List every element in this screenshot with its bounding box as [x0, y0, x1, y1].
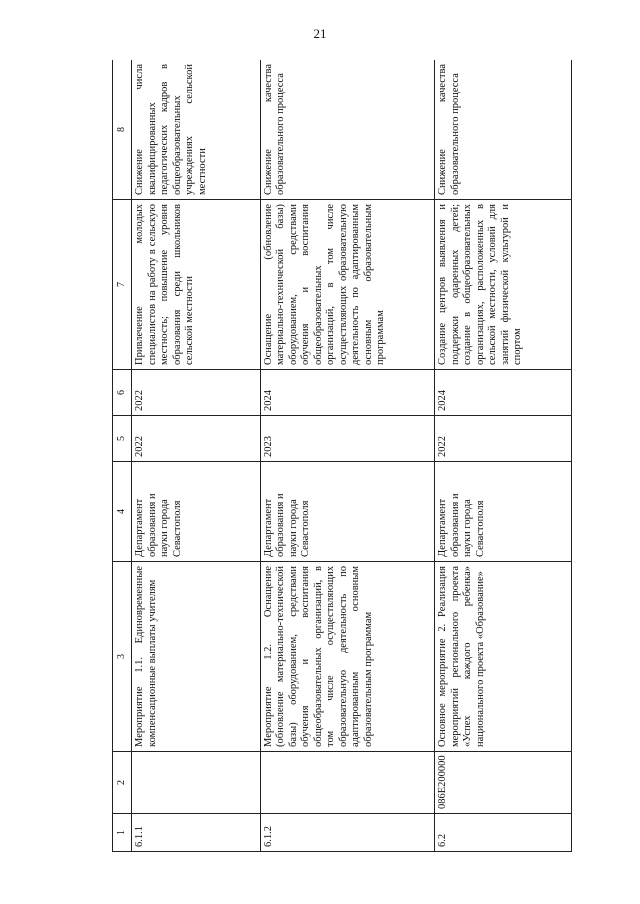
row-code: [260, 752, 435, 814]
row-start-year: 2022: [435, 416, 572, 462]
header-col-7: 7: [113, 200, 132, 370]
header-col-2: 2: [113, 752, 132, 814]
header-col-8: 8: [113, 60, 132, 200]
page-number: 21: [313, 26, 327, 41]
row-start-year: 2023: [260, 416, 435, 462]
rotated-table-frame: [112, 60, 572, 852]
activities-table: [112, 60, 572, 852]
header-col-6: 6: [113, 370, 132, 416]
row-end-year: 2024: [435, 370, 572, 416]
row-consequence: Снижение качества образовательного процесса: [260, 60, 435, 200]
row-executor: Департамент образования и науки города Севастополя: [435, 462, 572, 562]
row-start-year: 2022: [132, 416, 260, 462]
header-col-1: 1: [113, 814, 132, 852]
row-code: 086E200000: [435, 752, 572, 814]
row-end-year: 2022: [132, 370, 260, 416]
row-end-year: 2024: [260, 370, 435, 416]
header-col-3: 3: [113, 562, 132, 752]
header-col-5: 5: [113, 416, 132, 462]
table-container: [112, 60, 572, 852]
row-code: [132, 752, 260, 814]
header-col-4: 4: [113, 462, 132, 562]
row-expected-result: Создание центров выявления и поддержки одаренных детей; создание в общеобразовательных организациях, расположенных в сельской местности, условий для занятий физической культурой и спортом: [435, 200, 572, 370]
row-executor: Департамент образования и науки города Севастополя: [260, 462, 435, 562]
row-activity-name: Мероприятие 1.1. Единовременные компенсационные выплаты учителям: [132, 562, 260, 752]
row-expected-result: Привлечение молодых специалистов на работу в сельскую местность; повышение уровня образования среди школьников сельской местности: [132, 200, 260, 370]
row-consequence: Снижение числа квалифицированных педагогических кадров в общеобразовательных учреждениях сельской местности: [132, 60, 260, 200]
row-consequence: Снижение качества образовательного процесса: [435, 60, 572, 200]
row-number: 6.1.1: [132, 814, 260, 852]
row-expected-result: Оснащение (обновление материально-технической базы) оборудованием, средствами обучения и воспитания общеобразовательных организаций, в том числе осуществляющих образовательную деятельность по адаптированным основным образовательным программам: [260, 200, 435, 370]
row-number: 6.1.2: [260, 814, 435, 852]
row-number: 6.2: [435, 814, 572, 852]
header-row: [113, 60, 132, 852]
row-executor: Департамент образования и науки города Севастополя: [132, 462, 260, 562]
row-activity-name: Основное мероприятие 2. Реализация мероприятий регионального проекта «Успех каждого ребенка» национального проекта «Образование»: [435, 562, 572, 752]
row-activity-name: Мероприятие 1.2. Оснащение (обновление материально-технической базы) оборудованием, средствами обучения и воспитания общеобразовательных организаций, в том числе осуществляющих образовательную деятельность по адаптированным основным образовательным программам: [260, 562, 435, 752]
table-row: [435, 60, 572, 852]
table-row: [132, 60, 260, 852]
table-row: [260, 60, 435, 852]
